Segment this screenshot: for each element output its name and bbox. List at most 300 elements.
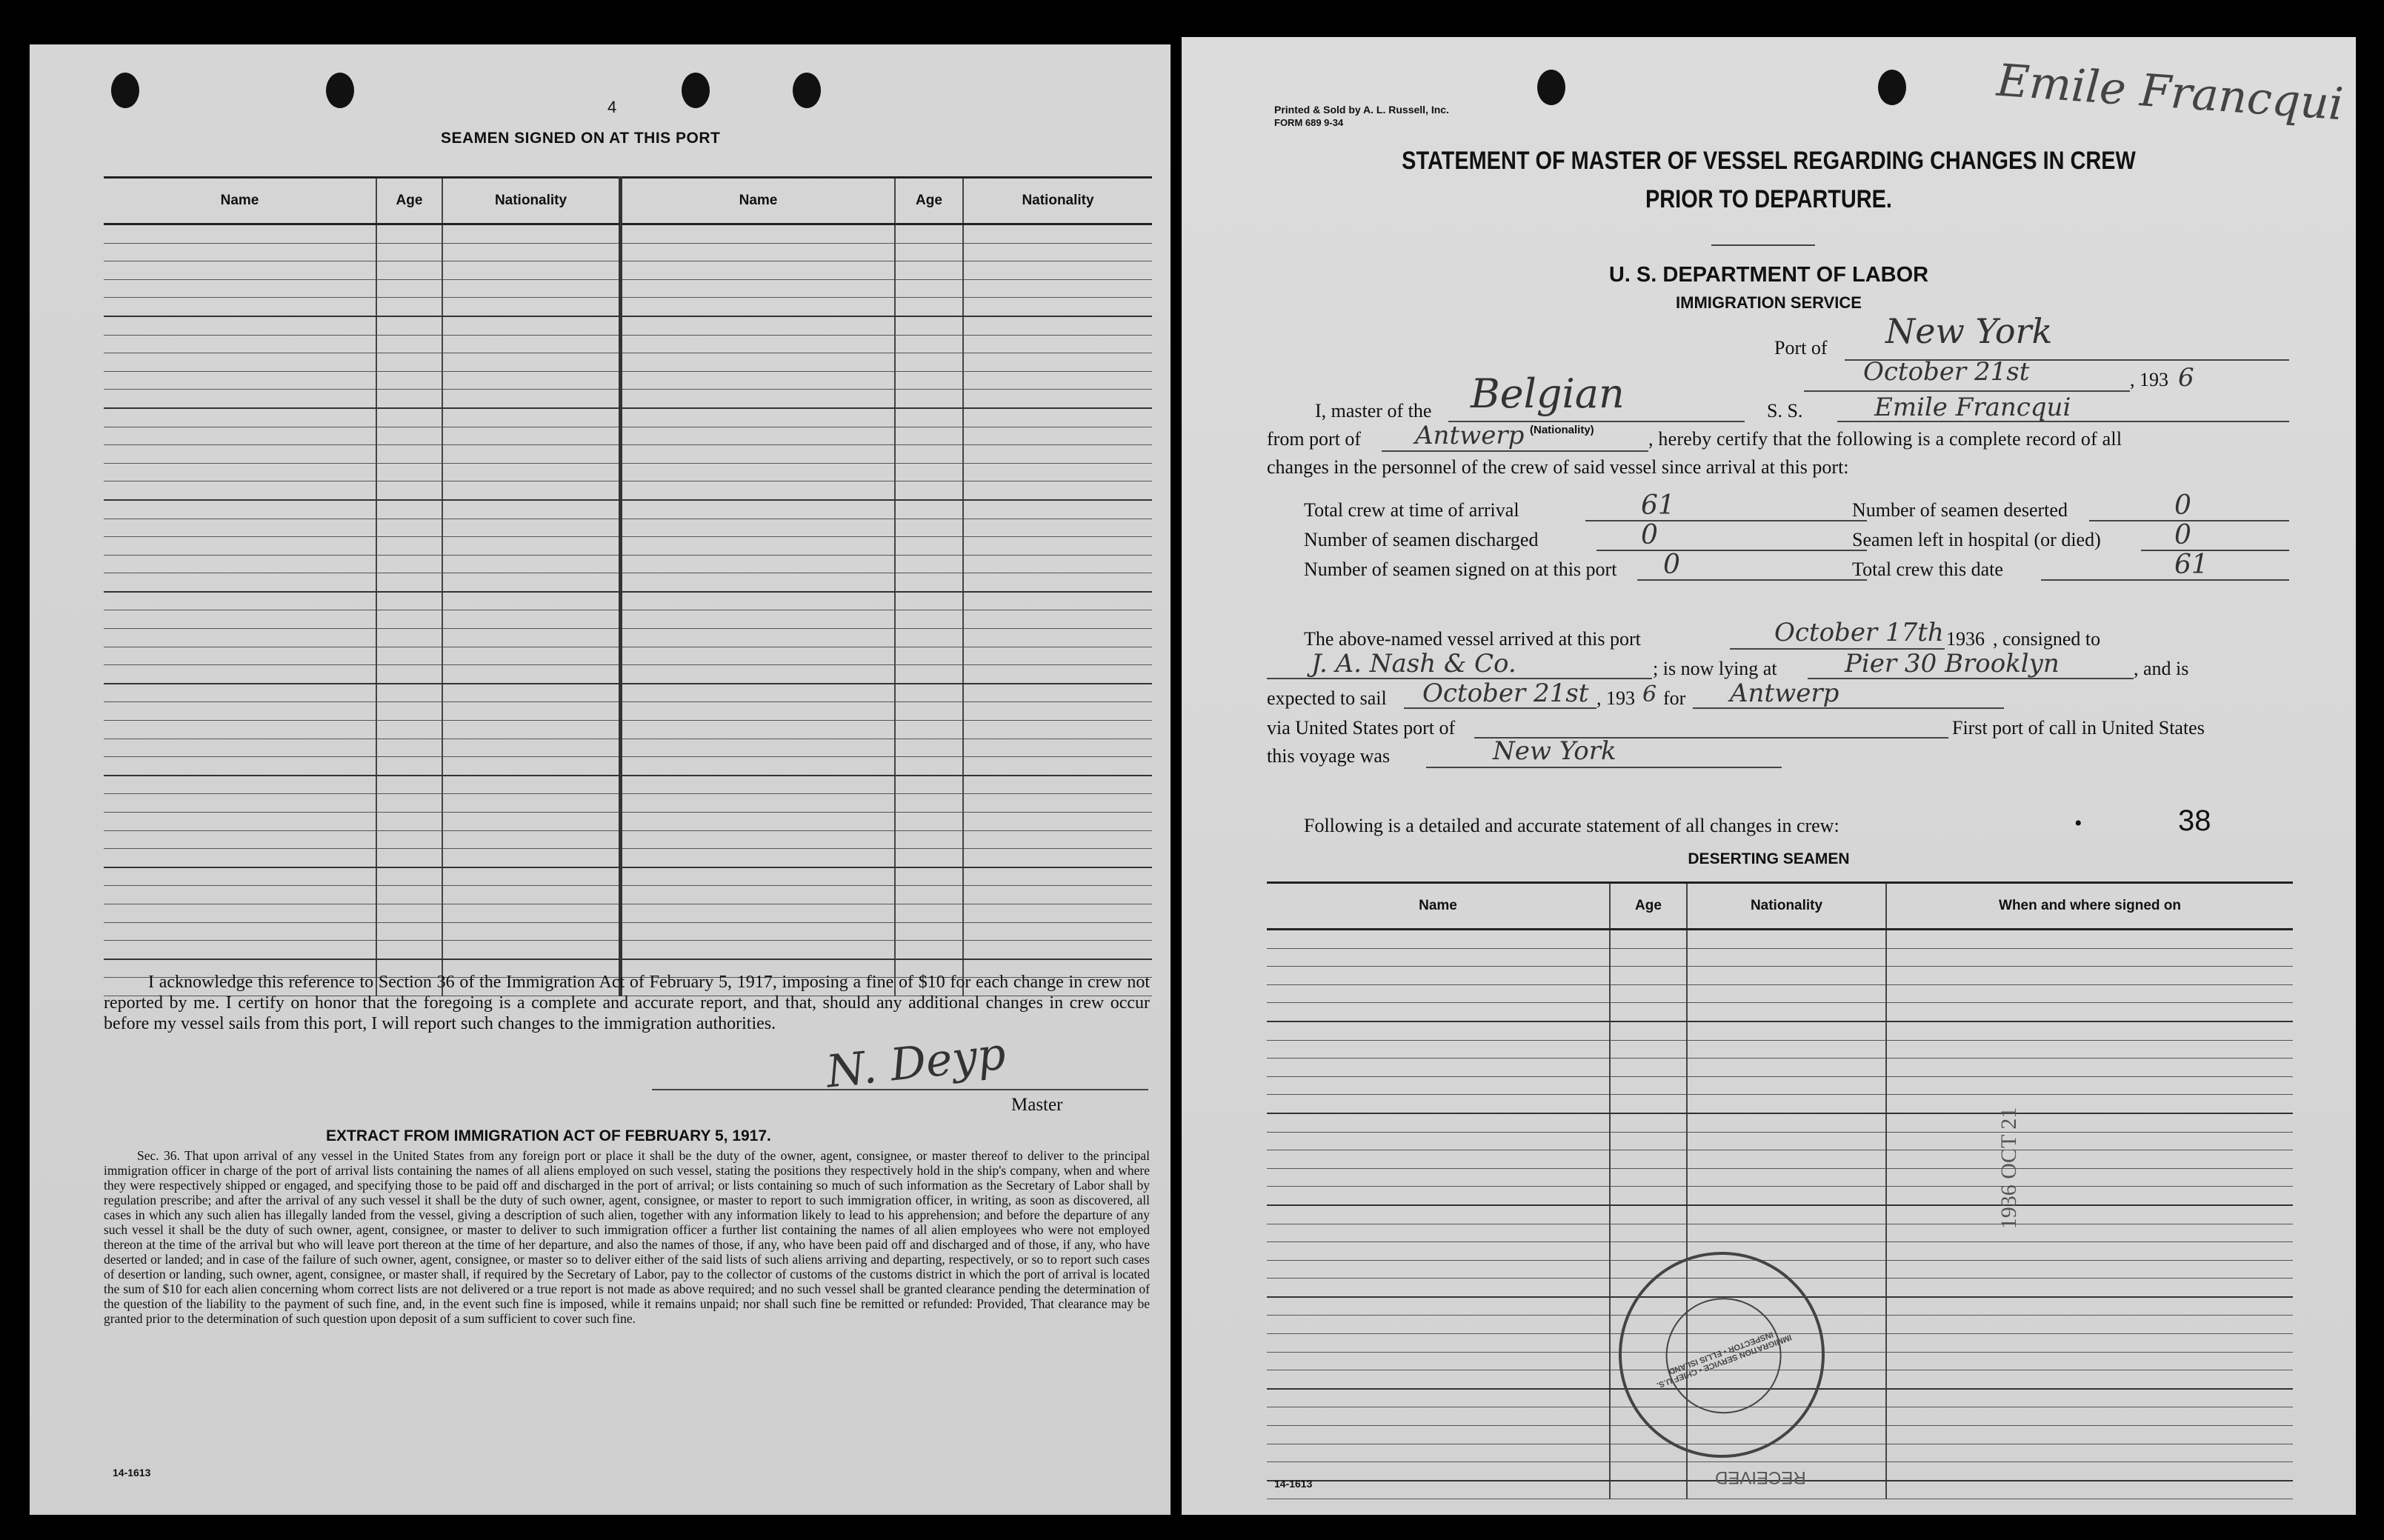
table-cell (621, 298, 896, 316)
table-cell (376, 555, 442, 573)
table-cell (621, 665, 896, 684)
table-cell (621, 702, 896, 721)
table-cell (442, 721, 621, 739)
table-cell (1610, 1187, 1687, 1205)
table-row (104, 224, 1152, 244)
table-row (104, 702, 1152, 721)
table-cell (104, 408, 376, 427)
table-cell (1886, 1370, 2293, 1389)
seamen-signed-table (104, 176, 1152, 996)
arrived-label: The above-named vessel arrived at this port (1304, 628, 1641, 650)
table-row (1267, 1076, 2293, 1095)
table-cell (895, 794, 963, 813)
table-cell (621, 353, 896, 372)
table-cell (376, 519, 442, 537)
table-cell (442, 224, 621, 244)
table-row (104, 573, 1152, 592)
table-header-row (104, 178, 1152, 224)
table-cell (104, 335, 376, 353)
total-date-label: Total crew this date (1852, 559, 2003, 580)
table-row (1267, 1021, 2293, 1040)
table-cell (442, 335, 621, 353)
table-cell (895, 519, 963, 537)
deserted-label: Number of seamen deserted (1852, 499, 2068, 521)
table-row (104, 481, 1152, 500)
table-cell (621, 445, 896, 464)
table-cell (104, 702, 376, 721)
arrived-year: 1936 (1946, 628, 1985, 650)
table-cell (1267, 984, 1610, 1003)
table-row (104, 904, 1152, 922)
table-cell (376, 243, 442, 261)
table-cell (442, 592, 621, 610)
table-row (104, 941, 1152, 959)
voyage-line (1426, 767, 1782, 768)
table-cell (1886, 1095, 2293, 1113)
year-printed: , 193 (2130, 369, 2168, 390)
acknowledgement-text: I acknowledge this reference to Section 36 of the Immigration Act of February 5, 1917, imposing a fine of $10 for each change in crew not reported by me. I certify on honor that the foregoing is a complete and accurate report, and that, should any additional changes in crew occur before my vessel sails from this port, I will report such changes to the immigration authorities. (104, 973, 1150, 1033)
table-row (104, 739, 1152, 757)
table-cell (621, 463, 896, 481)
expected-label: expected to sail (1267, 687, 1387, 709)
table-cell (963, 463, 1152, 481)
table-cell (376, 941, 442, 959)
table-cell (963, 408, 1152, 427)
table-cell (895, 500, 963, 519)
table-cell (1687, 1150, 1886, 1169)
table-cell (621, 573, 896, 592)
table-cell (104, 390, 376, 408)
table-cell (621, 629, 896, 647)
table-cell (1687, 1003, 1886, 1021)
table-cell (376, 647, 442, 665)
punch-hole (1878, 70, 1906, 105)
table-cell (963, 243, 1152, 261)
punch-hole (793, 73, 821, 108)
table-cell (1886, 1059, 2293, 1077)
punch-hole (111, 73, 139, 108)
table-cell (1886, 1150, 2293, 1169)
table-cell (1687, 1205, 1886, 1224)
table-cell (621, 794, 896, 813)
table-cell (1886, 1040, 2293, 1059)
column-header: Nationality (442, 178, 621, 224)
table-cell (895, 555, 963, 573)
table-row (1267, 1059, 2293, 1077)
table-cell (963, 721, 1152, 739)
table-cell (621, 721, 896, 739)
total-arrival-value: 61 (1641, 490, 1675, 521)
table-cell (895, 316, 963, 335)
table-cell (1886, 1334, 2293, 1353)
table-cell (1687, 1132, 1886, 1150)
table-cell (895, 279, 963, 298)
table-cell (1886, 1132, 2293, 1150)
table-cell (895, 941, 963, 959)
table-cell (963, 849, 1152, 867)
table-cell (963, 886, 1152, 904)
table-cell (104, 904, 376, 922)
table-row (1267, 1205, 2293, 1224)
expected-year-printed: , 193 (1596, 687, 1635, 709)
stamp-ring-text: IMMIGRATION SERVICE • CHIEF U.S. INSPECTOR • ELLIS ISLAND (1655, 1330, 1793, 1390)
table-cell (1886, 1187, 2293, 1205)
hospital-value: 0 (2174, 520, 2191, 550)
table-cell (963, 647, 1152, 665)
table-cell (963, 702, 1152, 721)
table-cell (1886, 1389, 2293, 1407)
table-cell (376, 573, 442, 592)
table-cell (1267, 948, 1610, 967)
table-cell (442, 830, 621, 849)
for-label: for (1663, 687, 1686, 709)
table-cell (895, 537, 963, 556)
column-header: Nationality (963, 178, 1152, 224)
table-cell (1687, 967, 1886, 985)
column-header: Nationality (1687, 883, 1886, 930)
table-row (1267, 948, 2293, 967)
table-cell (963, 904, 1152, 922)
table-cell (1886, 1279, 2293, 1297)
table-cell (376, 757, 442, 776)
table-cell (442, 665, 621, 684)
table-cell (376, 445, 442, 464)
table-cell (963, 353, 1152, 372)
table-cell (442, 849, 621, 867)
table-cell (104, 500, 376, 519)
table-cell (895, 463, 963, 481)
table-cell (442, 316, 621, 335)
table-cell (1886, 1076, 2293, 1095)
table-cell (442, 794, 621, 813)
ss-line (1837, 421, 2289, 422)
table-cell (1267, 1205, 1610, 1224)
table-cell (963, 279, 1152, 298)
table-row (1267, 1003, 2293, 1021)
title-rule (1711, 244, 1815, 246)
column-header: Age (376, 178, 442, 224)
table-cell (621, 684, 896, 702)
voyage-value: New York (1493, 736, 1616, 766)
table-cell (442, 555, 621, 573)
table-cell (104, 463, 376, 481)
signed-on-line (1637, 579, 1867, 581)
table-cell (1886, 1113, 2293, 1132)
table-cell (442, 684, 621, 702)
arrived-value: October 17th (1774, 618, 1944, 647)
table-cell (376, 886, 442, 904)
table-cell (621, 261, 896, 280)
table-cell (895, 813, 963, 831)
table-cell (963, 224, 1152, 244)
table-cell (442, 757, 621, 776)
table-cell (895, 445, 963, 464)
table-cell (621, 757, 896, 776)
table-cell (621, 243, 896, 261)
table-cell (104, 629, 376, 647)
table-cell (376, 776, 442, 794)
table-cell (963, 757, 1152, 776)
table-cell (1267, 1407, 1610, 1426)
master-of-label: I, master of the (1315, 400, 1432, 421)
table-cell (104, 298, 376, 316)
table-row (104, 610, 1152, 629)
table-row (1267, 1040, 2293, 1059)
table-cell (963, 481, 1152, 500)
following-text: Following is a detailed and accurate statement of all changes in crew: (1304, 815, 1839, 836)
table-cell (104, 665, 376, 684)
table-cell (963, 794, 1152, 813)
table-row (104, 408, 1152, 427)
punch-hole (326, 73, 354, 108)
table-cell (104, 519, 376, 537)
table-cell (376, 610, 442, 629)
table-row (1267, 1444, 2293, 1462)
table-row (104, 371, 1152, 390)
table-cell (442, 867, 621, 886)
port-of-value: New York (1885, 311, 2053, 351)
table-cell (1610, 1150, 1687, 1169)
table-cell (1610, 1003, 1687, 1021)
table-cell (621, 867, 896, 886)
via-label: via United States port of (1267, 717, 1456, 739)
table-cell (963, 445, 1152, 464)
table-cell (442, 904, 621, 922)
table-cell (1886, 1260, 2293, 1279)
table-row (104, 813, 1152, 831)
table-cell (376, 867, 442, 886)
table-cell (963, 519, 1152, 537)
table-cell (1687, 1187, 1886, 1205)
table-cell (1610, 1059, 1687, 1077)
table-cell (895, 867, 963, 886)
table-cell (1267, 1260, 1610, 1279)
from-port-label: from port of (1267, 428, 1362, 450)
table-cell (104, 555, 376, 573)
table-cell (895, 647, 963, 665)
table-cell (895, 739, 963, 757)
table-cell (1267, 1095, 1610, 1113)
table-row (104, 316, 1152, 335)
table-cell (442, 445, 621, 464)
table-cell (104, 776, 376, 794)
table-row (1267, 1150, 2293, 1169)
table-cell (1267, 1370, 1610, 1389)
table-cell (1267, 1444, 1610, 1462)
table-cell (442, 298, 621, 316)
table-cell (621, 427, 896, 445)
master-signature: N. Deyp (824, 1027, 1008, 1099)
table-cell (442, 573, 621, 592)
table-cell (621, 371, 896, 390)
table-row (1267, 1242, 2293, 1261)
first-port-label: First port of call in United States (1952, 717, 2205, 739)
table-cell (104, 573, 376, 592)
table-cell (1687, 1113, 1886, 1132)
table-row (1267, 1168, 2293, 1187)
table-cell (376, 665, 442, 684)
table-cell (963, 390, 1152, 408)
table-cell (104, 867, 376, 886)
table-row (104, 886, 1152, 904)
column-header: Age (1610, 883, 1687, 930)
table-cell (621, 408, 896, 427)
nationality-caption: (Nationality) (1530, 424, 1594, 436)
table-cell (442, 481, 621, 500)
table-cell (376, 427, 442, 445)
table-cell (963, 684, 1152, 702)
table-cell (895, 665, 963, 684)
table-cell (1267, 1003, 1610, 1021)
table-cell (895, 702, 963, 721)
table-cell (376, 316, 442, 335)
table-cell (1610, 1040, 1687, 1059)
right-page (1182, 37, 2356, 1515)
table-cell (376, 298, 442, 316)
table-cell (895, 592, 963, 610)
table-cell (104, 481, 376, 500)
table-cell (963, 500, 1152, 519)
table-cell (1267, 1150, 1610, 1169)
table-row (104, 261, 1152, 280)
table-row (1267, 984, 2293, 1003)
table-cell (442, 813, 621, 831)
voyage-label: this voyage was (1267, 745, 1391, 767)
table-cell (376, 261, 442, 280)
table-cell (104, 739, 376, 757)
table-row (104, 335, 1152, 353)
department-name: U. S. DEPARTMENT OF LABOR (1608, 263, 1929, 287)
lying-value: Pier 30 Brooklyn (1845, 649, 2060, 679)
table-cell (442, 702, 621, 721)
table-cell (963, 573, 1152, 592)
page-number: 4 (607, 98, 617, 116)
table-cell (1687, 1059, 1886, 1077)
column-header: When and where signed on (1886, 883, 2293, 930)
table-cell (1267, 1168, 1610, 1187)
table-header-row (1267, 883, 2293, 930)
table-cell (621, 390, 896, 408)
form-code: 14-1613 (1274, 1478, 1313, 1490)
master-label: Master (1011, 1095, 1063, 1115)
table-cell (1267, 1389, 1610, 1407)
table-cell (104, 427, 376, 445)
table-cell (104, 849, 376, 867)
table-row (104, 830, 1152, 849)
nationality-value: Belgian (1471, 370, 1625, 417)
table-cell (963, 941, 1152, 959)
table-row (104, 757, 1152, 776)
table-cell (963, 427, 1152, 445)
table-cell (104, 794, 376, 813)
table-cell (963, 610, 1152, 629)
service-name: IMMIGRATION SERVICE (1676, 293, 1862, 312)
table-row (1267, 1187, 2293, 1205)
table-cell (1610, 930, 1687, 949)
table-cell (1886, 1426, 2293, 1444)
table-cell (963, 261, 1152, 280)
from-port-value: Antwerp (1415, 421, 1525, 450)
table-cell (1687, 1224, 1886, 1242)
table-cell (104, 224, 376, 244)
discharged-value: 0 (1641, 520, 1658, 550)
table-cell (376, 830, 442, 849)
table-cell (1610, 948, 1687, 967)
table-cell (621, 849, 896, 867)
table-row (104, 243, 1152, 261)
table-row (104, 390, 1152, 408)
date-line (1804, 390, 2130, 392)
table-cell (376, 408, 442, 427)
table-cell (376, 279, 442, 298)
corner-handwriting: Emile Francqui (1995, 54, 2345, 131)
table-cell (895, 261, 963, 280)
table-cell (442, 261, 621, 280)
hospital-line (2141, 550, 2289, 551)
section-heading: SEAMEN SIGNED ON AT THIS PORT (441, 130, 721, 147)
table-cell (1267, 1316, 1610, 1334)
table-row (1267, 930, 2293, 949)
table-cell (376, 794, 442, 813)
table-cell (442, 390, 621, 408)
table-cell (1267, 1334, 1610, 1353)
table-cell (104, 757, 376, 776)
table-cell (376, 813, 442, 831)
table-cell (621, 886, 896, 904)
table-cell (1687, 1076, 1886, 1095)
table-cell (1886, 1462, 2293, 1481)
table-cell (1687, 930, 1886, 949)
table-cell (1267, 1224, 1610, 1242)
table-cell (104, 243, 376, 261)
table-cell (104, 886, 376, 904)
table-cell (963, 830, 1152, 849)
table-cell (963, 922, 1152, 941)
form-code: 14-1613 (113, 1467, 151, 1479)
table-cell (1886, 1242, 2293, 1261)
table-cell (442, 279, 621, 298)
table-cell (895, 922, 963, 941)
table-cell (895, 573, 963, 592)
table-cell (1610, 1113, 1687, 1132)
column-header: Age (895, 178, 963, 224)
table-row (104, 555, 1152, 573)
ss-value: Emile Francqui (1874, 393, 2071, 422)
table-cell (963, 665, 1152, 684)
table-row (1267, 1224, 2293, 1242)
table-cell (104, 353, 376, 372)
changes-text: changes in the personnel of the crew of said vessel since arrival at this port: (1267, 456, 1849, 478)
table-cell (1886, 1316, 2293, 1334)
table-cell (376, 629, 442, 647)
table-cell (442, 353, 621, 372)
table-cell (621, 335, 896, 353)
signature-line (652, 1089, 1148, 1090)
table-cell (376, 390, 442, 408)
port-of-label: Port of (1774, 337, 1828, 359)
table-cell (895, 886, 963, 904)
table-cell (1610, 984, 1687, 1003)
table-cell (621, 500, 896, 519)
year-digit: 6 (2178, 363, 2194, 393)
table-cell (621, 537, 896, 556)
table-cell (963, 592, 1152, 610)
table-cell (1267, 1187, 1610, 1205)
table-cell (1687, 1021, 1886, 1040)
column-header: Name (1267, 883, 1610, 930)
table-cell (1610, 1462, 1687, 1481)
ss-label: S. S. (1767, 400, 1803, 421)
